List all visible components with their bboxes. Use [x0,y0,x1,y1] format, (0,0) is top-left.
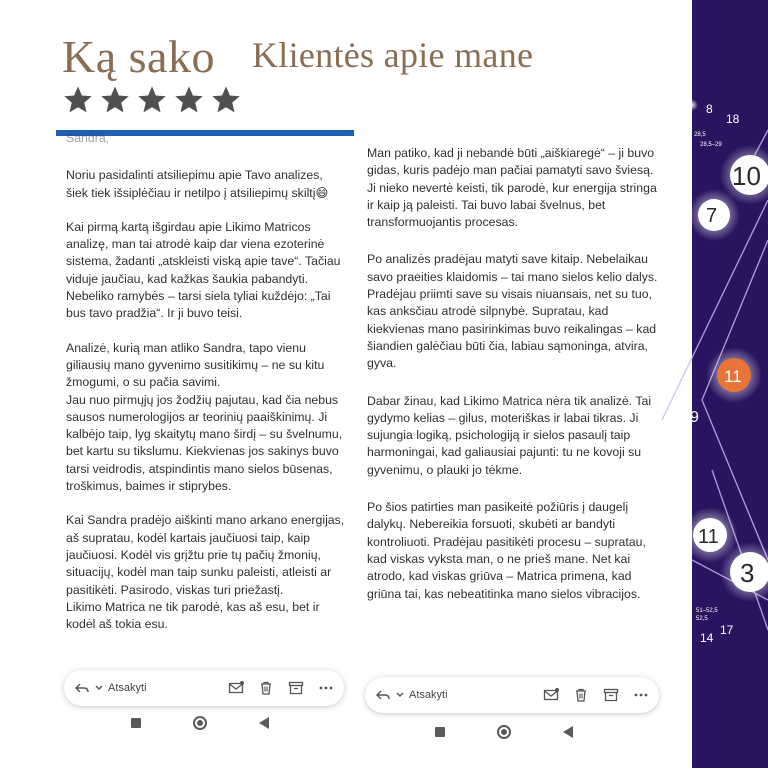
matrix-diagram [692,0,768,768]
android-nav-bar [435,725,573,739]
destiny-matrix-decoration [692,0,768,768]
chevron-down-icon[interactable] [94,680,104,696]
archive-icon[interactable] [603,687,619,703]
reply-toolbar [64,670,344,706]
home-button[interactable] [193,716,207,730]
matrix-number: 7 [706,205,718,227]
star-icon [136,84,168,116]
matrix-number: 8 [706,102,713,116]
left-message-body [66,130,348,650]
matrix-number: 11 [698,526,719,548]
mail-icon[interactable] [543,687,559,703]
trash-icon[interactable] [573,687,589,703]
mail-icon[interactable] [228,680,244,696]
chevron-down-icon[interactable] [395,687,405,703]
android-nav-bar [131,716,269,730]
more-icon[interactable] [633,687,649,703]
archive-icon[interactable] [288,680,304,696]
reply-icon [375,687,391,703]
reply-icon [74,680,90,696]
matrix-node [686,99,698,111]
reply-button[interactable] [375,687,448,703]
star-icon [62,84,94,116]
more-icon[interactable] [318,680,334,696]
matrix-number: 11 [724,367,742,386]
greeting: Sandra, [66,131,110,145]
reply-label: Atsakyti [108,682,147,694]
star-icon [210,84,242,116]
matrix-number: 51–52,5 [696,608,718,614]
reply-toolbar [365,677,659,713]
back-button[interactable] [259,717,269,729]
matrix-number: 52,5 [696,616,708,622]
matrix-number: 18 [726,112,740,126]
matrix-number: 14 [700,631,714,645]
matrix-number: 28,5 [694,132,706,138]
matrix-number: 9 [690,409,699,426]
message-paragraph: Man patiko, kad ji nebandė būti „aiškiaregė“ – ji buvo gidas, kuris padėjo man pačiai pamatyti savo šviesą. Ji nieko nevertė keisti, tik parodė, kur energija stringa ir kaip ją paleisti. Tai buvo labai švelnus, bet transformuojantis procesas. [367,146,657,230]
right-message-body [367,145,661,620]
matrix-number: 3 [740,558,755,588]
reply-label: Atsakyti [409,689,448,701]
matrix-number: 10 [732,161,761,191]
back-button[interactable] [563,726,573,738]
star-icon [99,84,131,116]
trash-icon[interactable] [258,680,274,696]
message-paragraph: Dabar žinau, kad Likimo Matrica nėra tik analizė. Tai gydymo kelias – gilus, moteriškas ir labai tikras. Ji sujungia logiką, psichologiją ir sielos pasaulį taip harmoningai, kad galiausiai pajunti: tu ne kovoji su gyvenimu, o plauki jo tėkme. [367,393,652,477]
review-heading [62,30,534,83]
left-message-panel [56,130,354,770]
message-paragraph: Po šios patirties man pasikeitė požiūris į daugelį dalykų. Nebereikia forsuoti, skubėti ar bandyti kontroliuoti. Pradėjau pasitikėti procesu – supratau, kad viskas vyksta man, o ne prieš mane. Net kai atrodo, kad viskas griūva – Matrica primena, kad griūna tai, kas nebeatitinka mano sielos vibracijos. [367,500,646,601]
recent-apps-button[interactable] [131,718,141,728]
message-paragraph: Noriu pasidalinti atsiliepimu apie Tavo analizes, šiek tiek išsiplėčiau ir netilpo į atsiliepimų skiltį😄 [66,168,329,200]
matrix-number: 17 [720,623,734,637]
matrix-number: 28,5–29 [700,142,722,148]
message-paragraph: Po analizės pradėjau matyti save kitaip. Nebelaikau savo praeities klaidomis – tai mano sielos kelio dalys. Pradėjau priimti save su visais niuansais, net su tuo, kas anksčiau atrodė silpnybė. Supratau, kad kiekvienas mano pasirinkimas buvo reikalingas – kad šiandien galėčiau būti čia, labiau sąmoninga, atvira, gyva. [367,252,658,371]
heading-title: Ką sako [62,31,215,82]
home-button[interactable] [497,725,511,739]
right-message-panel [355,105,669,770]
message-paragraph: Kai pirmą kartą išgirdau apie Likimo Matricos analizę, man tai atrodė kaip dar viena ezoterinė sistema, žadanti „atskleisti viską apie tave“. Tačiau viduje jaučiau, kad kažkas šaukia pabandyti. Nebeliko ramybės – tarsi siela tyliai kuždėjo: „Tai bus tavo pradžia“. Ir ji buvo teisi. [66,219,341,321]
rating-stars [62,84,242,116]
message-paragraph: Analizė, kurią man atliko Sandra, tapo vienu giliausių mano gyvenimo susitikimų – ne su kitu žmogumi, o su pačia savimi. Jau nuo pirmųjų jos žodžių pajutau, kad čia nebus sausos numerologijos ar teorinių paaiškinimų. Ji kalbėjo taip, lyg skaitytų mano širdį – su švelnumu, bet kartu su tikslumu. Kiekvienas jos sakinys buvo tarsi veidrodis, atspindintis mano sielos būsenas, troškimus, baimes ir stiprybes. [66,340,343,494]
star-icon [173,84,205,116]
recent-apps-button[interactable] [435,727,445,737]
heading-subtitle: Klientės apie mane [252,35,534,75]
message-paragraph: Kai Sandra pradėjo aiškinti mano arkano energijas, aš supratau, kodėl kartais jaučiuosi taip, kaip jaučiuosi. Kodėl vis grįžtu prie tų pačių žmonių, situacijų, kodėl man taip sunku paleisti, atleisti ar pasitikėti. Pasirodo, viskas turi priežastį. Likimo Matrica ne tik parodė, kas aš esu, bet ir kodėl aš tokia esu. [66,513,345,632]
reply-button[interactable] [74,680,147,696]
